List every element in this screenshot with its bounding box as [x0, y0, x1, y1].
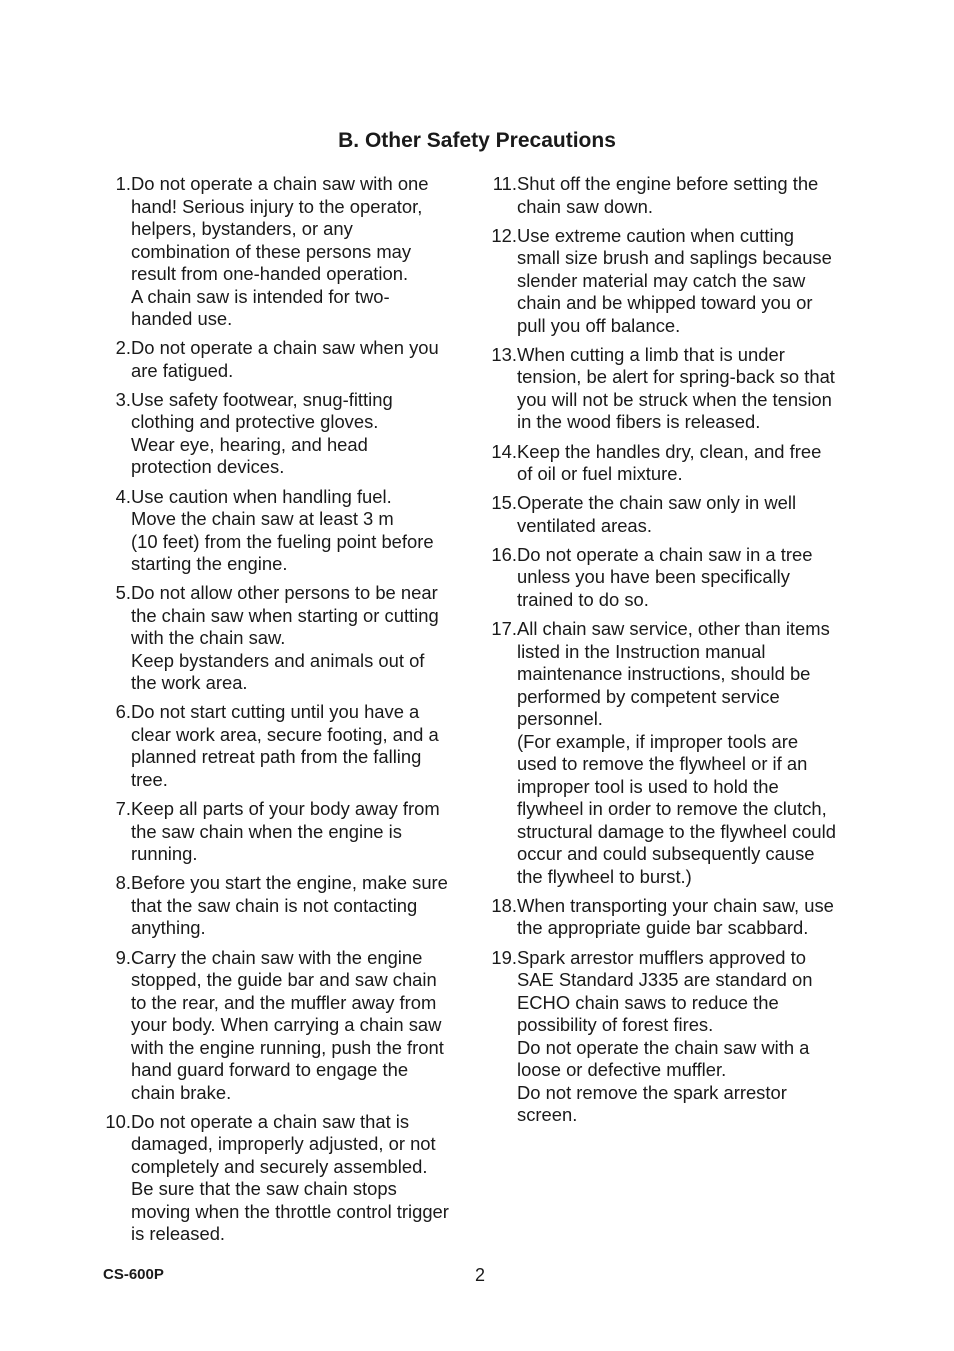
item-text-line: damaged, improperly adjusted, or not [131, 1133, 436, 1155]
item-text-line: with the engine running, push the front [131, 1036, 444, 1058]
item-text-line: Wear eye, hearing, and head [131, 433, 368, 455]
item-text-line: (10 feet) from the fueling point before [131, 530, 434, 552]
item-text-line: ventilated areas. [517, 514, 652, 536]
item-text-line: chain and be whipped toward you or [517, 292, 813, 314]
item-text-line: the flywheel to burst.) [517, 865, 692, 887]
right-column [486, 173, 860, 1133]
item-text-line: possibility of forest fires. [517, 1014, 714, 1035]
item-text-line: Keep all parts of your body away from [131, 798, 440, 820]
item-number: 6. [115, 701, 131, 723]
item-text-line: Spark arrestor mufflers approved to [517, 946, 806, 968]
item-text-line: clothing and protective gloves. [131, 411, 379, 433]
item-text-line: the saw chain when the engine is [131, 820, 402, 842]
item-text-line: Move the chain saw at least 3 m [131, 508, 394, 530]
list-item [486, 441, 860, 486]
list-item [486, 544, 860, 612]
item-text-line: hand guard forward to engage the [131, 1059, 409, 1080]
item-text-line: Do not operate a chain saw that is [131, 1110, 410, 1132]
list-item [100, 389, 470, 479]
item-text-line: in the wood fibers is released. [517, 411, 761, 433]
item-text-line: performed by competent service [517, 685, 780, 707]
item-text-line: Before you start the engine, make sure [131, 872, 448, 894]
item-text-line: When cutting a limb that is under [517, 343, 785, 365]
item-text-line: loose or defective muffler. [517, 1059, 727, 1080]
item-text-line: the work area. [131, 672, 248, 694]
item-number: 14. [491, 440, 517, 462]
item-text-line: handed use. [131, 308, 233, 329]
page-title: B. Other Safety Precautions [338, 129, 616, 152]
item-number: 12. [491, 224, 517, 246]
item-text-line: When transporting your chain saw, use [517, 894, 834, 916]
list-item [100, 173, 470, 331]
item-text-line: flywheel in order to remove the clutch, [517, 798, 827, 820]
item-text-line: Do not operate a chain saw when you [131, 337, 439, 359]
list-item [100, 582, 470, 695]
item-number: 9. [115, 946, 131, 968]
item-number: 16. [491, 543, 517, 565]
item-number: 8. [115, 872, 131, 894]
item-text-line: used to remove the flywheel or if an [517, 753, 808, 775]
item-text-line: slender material may catch the saw [517, 269, 806, 291]
item-text-line: Use caution when handling fuel. [131, 485, 392, 507]
list-item [100, 947, 470, 1105]
item-text-line: Do not allow other persons to be near [131, 582, 438, 604]
item-text-line: A chain saw is intended for two- [131, 285, 390, 307]
item-text-line: improper tool is used to hold the [517, 775, 779, 797]
item-text-line: Keep the handles dry, clean, and free [517, 440, 822, 462]
item-text-line: personnel. [517, 708, 603, 730]
item-text-line: Use extreme caution when cutting [517, 224, 795, 246]
item-text-line: Do not operate a chain saw in a tree [517, 543, 813, 565]
item-text-line: chain saw down. [517, 195, 653, 217]
item-text-line: screen. [517, 1104, 578, 1125]
list-item [486, 895, 860, 940]
item-text-line: Use safety footwear, snug-fitting [131, 388, 393, 410]
item-number: 13. [491, 343, 517, 365]
item-text-line: trained to do so. [517, 588, 649, 610]
item-text-line: tree. [131, 768, 168, 790]
item-text-line: your body. When carrying a chain saw [131, 1014, 442, 1035]
item-number: 15. [491, 492, 517, 514]
item-text-line: combination of these persons may [131, 240, 412, 262]
list-item [100, 798, 470, 866]
item-text-line: hand! Serious injury to the operator, [131, 195, 423, 217]
item-number: 3. [115, 388, 131, 410]
item-text-line: stopped, the guide bar and saw chain [131, 969, 437, 990]
list-item [486, 618, 860, 888]
item-text-line: clear work area, secure footing, and a [131, 723, 439, 745]
item-text-line: small size brush and saplings because [517, 247, 832, 269]
item-text-line: pull you off balance. [517, 314, 681, 336]
item-text-line: Do not remove the spark arrestor [517, 1081, 787, 1103]
model-number: CS-600P [103, 1266, 164, 1283]
item-text-line: moving when the throttle control trigger [131, 1200, 449, 1222]
item-number: 1. [115, 173, 131, 194]
item-text-line: Do not operate the chain saw with a [517, 1036, 810, 1058]
list-item [486, 947, 860, 1127]
item-text-line: listed in the Instruction manual [517, 640, 766, 662]
item-text-line: protection devices. [131, 456, 285, 478]
item-number: 19. [491, 946, 517, 968]
item-number: 10. [105, 1110, 131, 1132]
list-item [100, 701, 470, 791]
left-column [100, 173, 470, 1252]
item-number: 11. [492, 173, 517, 194]
page-number: 2 [474, 1265, 485, 1285]
item-number: 18. [491, 894, 517, 916]
item-text-line: helpers, bystanders, or any [131, 218, 353, 239]
item-text-line: (For example, if improper tools are [517, 730, 799, 752]
item-text-line: are fatigued. [131, 359, 234, 381]
item-text-line: occur and could subsequently cause [517, 843, 815, 865]
item-text-line: result from one-handed operation. [131, 263, 409, 284]
item-text-line: completely and securely assembled. [131, 1155, 428, 1177]
item-text-line: planned retreat path from the falling [131, 746, 422, 768]
item-text-line: Do not operate a chain saw with one [131, 173, 429, 194]
item-text-line: of oil or fuel mixture. [517, 463, 683, 485]
item-text-line: anything. [131, 917, 206, 939]
item-text-line: SAE Standard J335 are standard on [517, 969, 813, 990]
item-number: 4. [115, 485, 131, 507]
item-number: 5. [115, 582, 131, 604]
item-text-line: chain brake. [131, 1081, 232, 1103]
item-text-line: Operate the chain saw only in well [517, 492, 797, 514]
item-text-line: maintenance instructions, should be [517, 663, 811, 685]
item-text-line: ECHO chain saws to reduce the [517, 991, 779, 1013]
item-number: 2. [115, 337, 131, 359]
item-text-line: with the chain saw. [131, 627, 286, 649]
list-item [100, 872, 470, 940]
item-text-line: is released. [131, 1223, 226, 1245]
item-number: 7. [115, 798, 131, 820]
list-item [486, 173, 860, 218]
list-item [100, 337, 470, 382]
item-text-line: tension, be alert for spring-back so that [517, 366, 835, 388]
item-text-line: Be sure that the saw chain stops [131, 1178, 397, 1200]
item-text-line: you will not be struck when the tension [517, 388, 832, 410]
list-item [100, 1111, 470, 1246]
item-text-line: running. [131, 843, 198, 865]
item-text-line: to the rear, and the muffler away from [131, 991, 437, 1013]
item-text-line: Do not start cutting until you have a [131, 701, 420, 723]
item-text-line: unless you have been specifically [517, 566, 790, 588]
list-item [486, 344, 860, 434]
item-text-line: All chain saw service, other than items [517, 618, 830, 640]
list-item [100, 486, 470, 576]
item-text-line: Keep bystanders and animals out of [131, 649, 425, 671]
item-text-line: Carry the chain saw with the engine [131, 946, 423, 968]
item-text-line: starting the engine. [131, 553, 288, 575]
item-text-line: the appropriate guide bar scabbard. [517, 917, 809, 939]
item-text-line: Shut off the engine before setting the [517, 173, 819, 194]
item-number: 17. [491, 618, 517, 640]
list-item [486, 492, 860, 537]
item-text-line: that the saw chain is not contacting [131, 894, 418, 916]
item-text-line: the chain saw when starting or cutting [131, 604, 439, 626]
item-text-line: structural damage to the flywheel could [517, 820, 836, 842]
list-item [486, 225, 860, 338]
